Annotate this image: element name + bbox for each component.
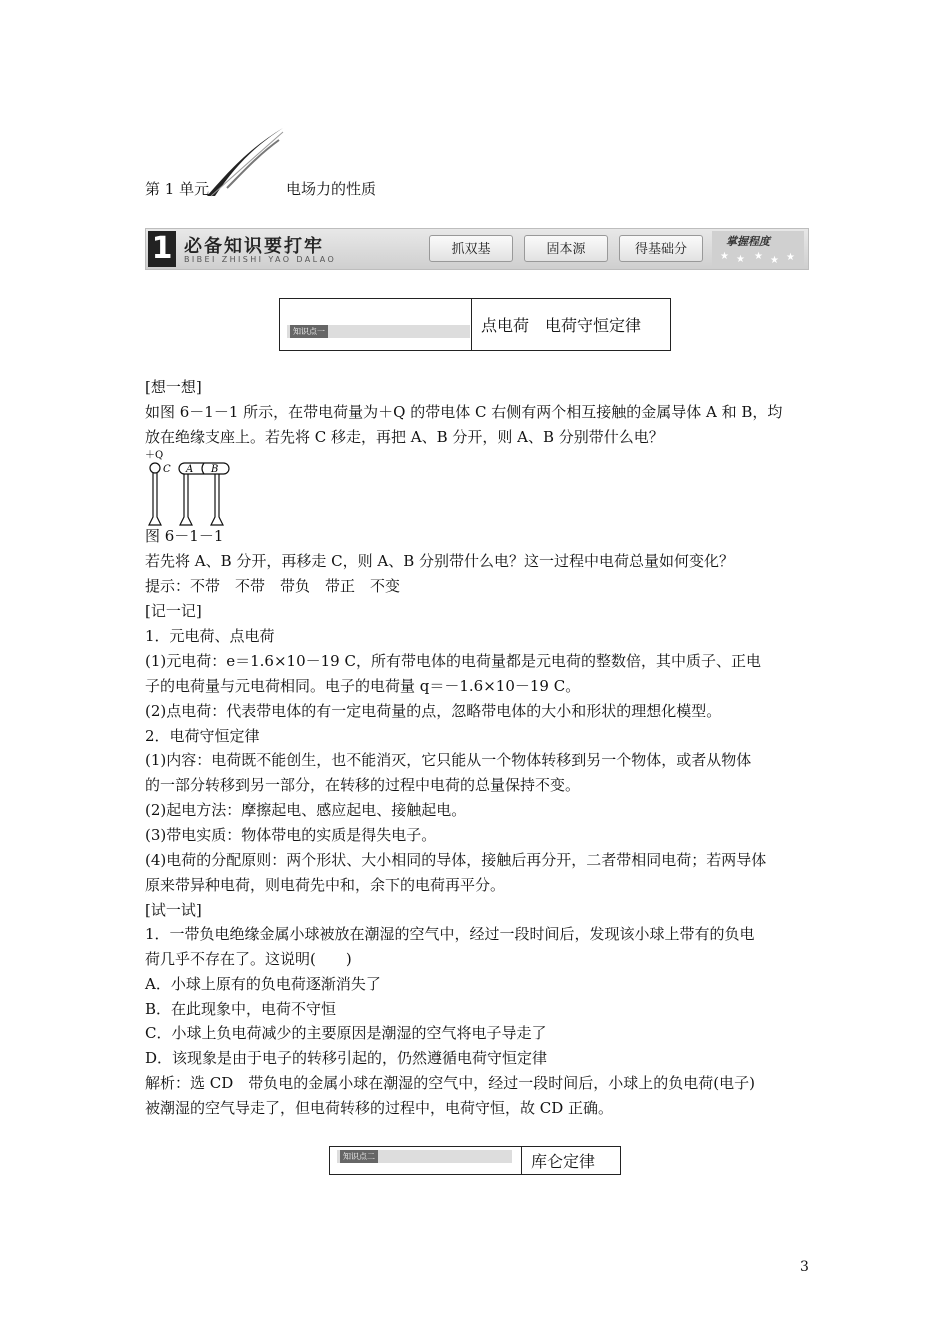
- remember-line: 的一部分转移到另一部分，在转移的过程中电荷的总量保持不变。: [145, 776, 581, 794]
- mastery-badge: [712, 231, 804, 267]
- unit-label: 第 1 单元: [145, 180, 210, 198]
- try-option-c: C．小球上负电荷减少的主要原因是潮湿的空气将电子导走了: [145, 1024, 547, 1042]
- mastery-label: 掌握程度: [726, 235, 770, 248]
- try-line: 1．一带负电绝缘金属小球被放在潮湿的空气中，经过一段时间后，发现该小球上带有的负电: [145, 925, 755, 943]
- section-banner: [145, 228, 809, 270]
- banner-number: 1: [148, 231, 176, 267]
- knowledge-point-box-1: [279, 298, 671, 351]
- knowledge-point-tag-label: 知识点一: [290, 325, 328, 338]
- think-header: [想一想]: [145, 378, 202, 396]
- charged-body-c: [150, 463, 160, 473]
- think-question: 若先将 A、B 分开，再移走 C，则 A、B 分别带什么电？这一过程中电荷总量如何变化？: [145, 552, 735, 570]
- remember-line: 2．电荷守恒定律: [145, 727, 260, 745]
- try-solution: 被潮湿的空气导走了，但电荷转移的过程中，电荷守恒，故 CD 正确。: [145, 1099, 614, 1117]
- tab-de-ji-chu-fen[interactable]: 得基础分: [619, 235, 703, 262]
- tab-gu-ben-yuan[interactable]: 固本源: [524, 235, 608, 262]
- knowledge-point-box-2: [329, 1146, 621, 1175]
- knowledge-point-tag-label: 知识点二: [340, 1150, 378, 1163]
- contact-line: [202, 463, 204, 474]
- remember-line: (1)内容：电荷既不能创生，也不能消灭，它只能从一个物体转移到另一个物体，或者从物体: [145, 751, 752, 769]
- star-icon: ★: [736, 254, 745, 265]
- think-hint: 提示：不带 不带 带负 带正 不变: [145, 577, 401, 595]
- charge-label: ＋Q: [145, 450, 164, 461]
- b-label: B: [211, 464, 219, 475]
- star-icon: ★: [770, 255, 779, 266]
- try-header: [试一试]: [145, 901, 202, 919]
- knowledge-point-tag: [287, 325, 470, 338]
- try-option-d: D．该现象是由于电子的转移引起的，仍然遵循电荷守恒定律: [145, 1049, 548, 1067]
- star-icon: ★: [786, 252, 795, 263]
- knowledge-point-title: 点电荷 电荷守恒定律: [481, 316, 642, 335]
- remember-line: (1)元电荷：e＝1.6×10－19 C，所有带电体的电荷量都是元电荷的整数倍，其中质子、正电: [145, 652, 761, 670]
- remember-line: (3)带电实质：物体带电的实质是得失电子。: [145, 826, 437, 844]
- remember-line: (2)起电方法：摩擦起电、感应起电、接触起电。: [145, 801, 467, 819]
- stand-c: [149, 473, 161, 525]
- try-solution: 解析：选 CD 带负电的金属小球在潮湿的空气中，经过一段时间后，小球上的负电荷(电子): [145, 1074, 755, 1092]
- a-label: A: [186, 464, 194, 475]
- box-divider: [521, 1147, 522, 1174]
- swoosh-logo-icon: [205, 126, 285, 198]
- figure-conductors: [143, 449, 238, 529]
- unit-title: 电场力的性质: [286, 180, 377, 198]
- box-divider: [471, 299, 472, 350]
- try-option-a: A．小球上原有的负电荷逐渐消失了: [145, 975, 381, 993]
- try-line: 荷几乎不存在了。这说明( ): [145, 950, 352, 968]
- c-label: C: [163, 464, 171, 475]
- banner-title: 必备知识要打牢: [184, 236, 324, 257]
- knowledge-point-tag: [337, 1150, 512, 1163]
- remember-line: (2)点电荷：代表带电体的有一定电荷量的点，忽略带电体的大小和形状的理想化模型。: [145, 702, 722, 720]
- knowledge-point-title: 库仑定律: [531, 1152, 596, 1171]
- page-number: 3: [800, 1259, 809, 1275]
- remember-line: 子的电荷量与元电荷相同。电子的电荷量 q＝－1.6×10－19 C。: [145, 677, 581, 695]
- think-line: 放在绝缘支座上。若先将 C 移走，再把 A、B 分开，则 A、B 分别带什么电？: [145, 428, 664, 446]
- remember-line: 1．元电荷、点电荷: [145, 627, 275, 645]
- tab-zhua-shuang-ji[interactable]: 抓双基: [429, 235, 513, 262]
- figure-caption: 图 6－1－1: [145, 527, 224, 545]
- stand-a: [180, 474, 192, 525]
- star-icon: ★: [754, 251, 763, 262]
- banner-pinyin: BIBEI ZHISHI YAO DALAO: [184, 255, 337, 264]
- stand-b: [211, 474, 223, 525]
- star-icon: ★: [720, 251, 729, 262]
- remember-line: (4)电荷的分配原则：两个形状、大小相同的导体，接触后再分开，二者带相同电荷；若两导体: [145, 851, 767, 869]
- remember-header: [记一记]: [145, 602, 202, 620]
- think-line: 如图 6－1－1 所示，在带电荷量为＋Q 的带电体 C 右侧有两个相互接触的金属导体 A 和 B，均: [145, 403, 783, 421]
- try-option-b: B．在此现象中，电荷不守恒: [145, 1000, 337, 1018]
- remember-line: 原来带异种电荷，则电荷先中和，余下的电荷再平分。: [145, 876, 506, 894]
